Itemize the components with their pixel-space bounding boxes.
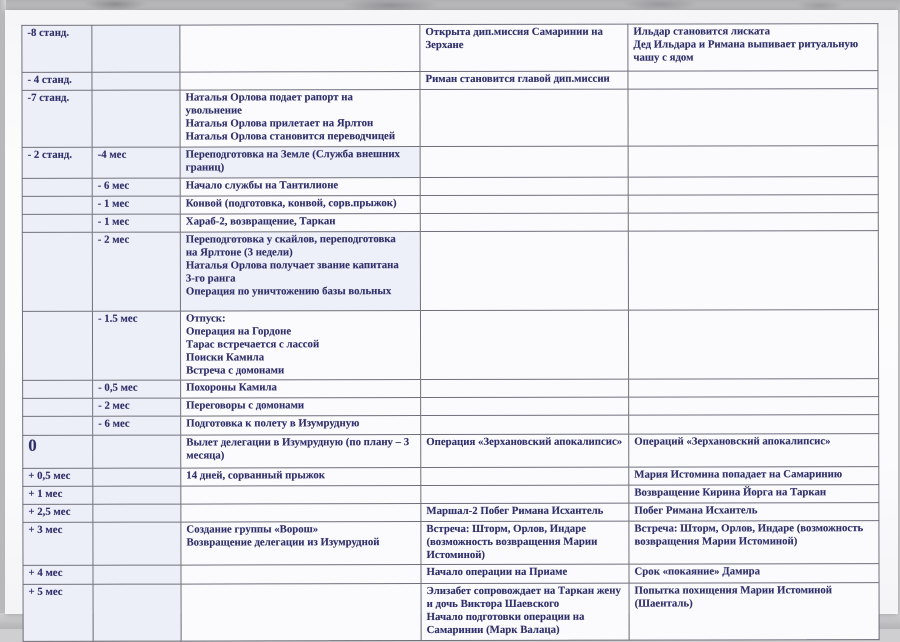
table-cell-c5 <box>628 89 878 147</box>
table-cell-c1: + 4 мес <box>23 565 93 584</box>
table-cell-c4: Встреча: Шторм, Орлов, Индаре (возможность возвращения Марии Истоминой) <box>421 521 629 564</box>
table-cell-c3: Переподготовка у скайлов, переподготовка на Ярлтоне (3 недели) Наталья Орлова получает звание капитана 3-го ранга Операция по уничтожению базы вольных <box>180 232 420 312</box>
table-cell-c4 <box>420 213 628 231</box>
table-row <box>22 177 878 197</box>
table-cell-c1 <box>23 398 93 416</box>
table-row <box>23 397 879 417</box>
table-cell-c5: Ильдар становится лиската Дед Ильдара и Римана выпивает ритуальную чашу с ядом <box>628 24 878 72</box>
table-cell-c5 <box>628 195 878 214</box>
table-row <box>22 89 878 148</box>
table-cell-c5: Побег Римана Исхантель <box>629 503 879 522</box>
table-cell-c1 <box>23 380 93 398</box>
table-cell-c1: -7 станд. <box>22 90 92 147</box>
table-cell-c1: + 1 мес <box>23 486 93 504</box>
scanned-page <box>5 10 898 637</box>
table-cell-c1 <box>22 214 92 232</box>
timeline-table-body <box>22 24 879 642</box>
table-cell-c2 <box>92 72 180 90</box>
table-cell-c4: Элизабет сопровождает на Таркан жену и дочь Виктора Шаевского Начало подготовки операции на Самаринии (Марк Валаца) <box>421 583 629 640</box>
table-cell-c1: -8 станд. <box>22 25 92 72</box>
table-cell-c3: Похороны Камила <box>181 380 421 399</box>
table-cell-c2: - 2 мес <box>93 398 181 416</box>
table-cell-c4 <box>421 467 629 485</box>
table-row <box>22 195 878 215</box>
table-cell-c2 <box>93 486 181 504</box>
table-row <box>23 521 879 566</box>
table-cell-c4 <box>421 415 629 434</box>
table-cell-c2 <box>93 584 181 641</box>
table-cell-c3 <box>181 486 421 505</box>
table-cell-c1: - 2 станд. <box>22 147 92 178</box>
table-cell-c4 <box>420 195 628 213</box>
table-row <box>23 434 879 469</box>
table-cell-c2: - 0,5 мес <box>93 380 181 398</box>
table-cell-c2: - 6 мес <box>93 416 181 435</box>
table-cell-c4: Маршал-2 Побег Римана Исхантель <box>421 503 629 521</box>
table-cell-c1: 0 <box>23 435 93 468</box>
table-cell-c2: -4 мес <box>92 147 180 178</box>
table-cell-c2 <box>93 522 181 565</box>
table-row <box>23 379 879 399</box>
table-cell-c3 <box>181 504 421 523</box>
table-cell-c5 <box>629 397 879 416</box>
table-row <box>22 146 878 179</box>
table-cell-c3: Наталья Орлова подает рапорт на увольнение Наталья Орлова прилетает на Ярлтон Наталья Орлова становится переводчицей <box>180 90 420 148</box>
table-cell-c5 <box>628 213 878 232</box>
table-cell-c5: Встреча: Шторм, Орлов, Индаре (возможность возвращения Марии Истоминой) <box>629 521 879 565</box>
table-cell-c2: - 2 мес <box>92 232 180 311</box>
table-cell-c3: Переподготовка на Земле (Служба внешних границ) <box>180 147 420 179</box>
table-cell-c2: - 1.5 мес <box>92 311 180 380</box>
table-cell-c3 <box>180 25 420 73</box>
table-cell-c1 <box>22 232 92 311</box>
table-cell-c5 <box>629 379 879 398</box>
table-cell-c5: Срок «покаяние» Дамира <box>629 564 879 584</box>
table-cell-c4 <box>420 177 628 195</box>
table-row <box>23 415 879 436</box>
table-row <box>22 71 878 91</box>
table-cell-c5 <box>628 177 878 196</box>
table-row <box>22 231 878 312</box>
table-cell-c4: Открыта дип.миссия Самаринии на Зерхане <box>420 24 628 71</box>
table-cell-c4 <box>421 485 629 503</box>
table-cell-c1 <box>22 196 92 214</box>
table-cell-c2 <box>93 468 181 486</box>
table-cell-c5 <box>628 231 878 311</box>
table-row <box>22 213 878 233</box>
table-cell-c3: 14 дней, сорванный прыжок <box>181 468 421 487</box>
table-cell-c2 <box>93 504 181 522</box>
table-cell-c2 <box>92 25 180 72</box>
table-cell-c1 <box>23 416 93 435</box>
table-cell-c3 <box>180 72 420 91</box>
table-cell-c3: Создание группы «Ворош» Возвращение делегации из Изумрудной <box>181 522 421 566</box>
table-cell-c3: Начало службы на Тантилионе <box>180 178 420 197</box>
table-cell-c3: Переговоры с домонами <box>181 398 421 417</box>
table-row <box>23 467 879 487</box>
table-cell-c3: Подготовка к полету в Изумрудную <box>181 416 421 436</box>
timeline-table <box>21 23 879 642</box>
table-cell-c5 <box>628 71 878 90</box>
table-cell-c3: Вылет делегации в Изумрудную (по плану – 3 месяца) <box>181 435 421 469</box>
table-cell-c5: Мария Истомина попадает на Самаринию <box>629 467 879 486</box>
table-cell-c2: - 6 мес <box>92 178 180 196</box>
table-cell-c2: - 1 мес <box>92 214 180 232</box>
table-cell-c5 <box>628 310 878 380</box>
table-row <box>23 583 879 642</box>
table-cell-c4: Начало операции на Приаме <box>421 564 629 583</box>
table-cell-c2 <box>92 90 180 147</box>
table-cell-c3 <box>181 584 421 642</box>
table-cell-c4 <box>420 310 628 379</box>
table-row <box>23 485 879 505</box>
table-cell-c1: + 0,5 мес <box>23 468 93 486</box>
table-cell-c5: Попытка похищения Марии Истоминой (Шаенталь) <box>629 583 879 641</box>
table-cell-c4 <box>420 89 628 146</box>
table-cell-c5 <box>628 146 878 178</box>
table-cell-c1 <box>22 311 92 380</box>
table-cell-c4 <box>420 146 628 177</box>
table-cell-c1: - 4 станд. <box>22 72 92 90</box>
table-cell-c1: + 2,5 мес <box>23 504 93 522</box>
table-cell-c4: Риман становится главой дип.миссии <box>420 71 628 89</box>
table-row <box>22 310 878 381</box>
table-cell-c4: Операция «Зерхановский апокалипсис» <box>421 434 629 467</box>
table-cell-c3: Хараб-2, возвращение, Таркан <box>180 214 420 233</box>
table-cell-c1: + 3 мес <box>23 522 93 565</box>
table-cell-c3: Отпуск: Операция на Гордоне Тарас встречается с лассой Поиски Камила Встреча с домонами <box>180 311 420 381</box>
table-cell-c5: Операций «Зерхановский апокалипсис» <box>629 434 879 468</box>
table-cell-c5 <box>629 415 879 435</box>
table-row <box>23 564 879 585</box>
table-cell-c1: + 5 мес <box>23 584 93 641</box>
table-cell-c3 <box>181 565 421 585</box>
table-cell-c3: Конвой (подготовка, конвой, сорв.прыжок) <box>180 196 420 215</box>
table-cell-c4 <box>420 231 628 310</box>
table-cell-c1 <box>22 178 92 196</box>
table-cell-c2 <box>93 565 181 584</box>
table-row <box>22 24 878 73</box>
table-cell-c4 <box>421 379 629 397</box>
table-cell-c4 <box>421 397 629 415</box>
table-cell-c2: - 1 мес <box>92 196 180 214</box>
table-cell-c5: Возвращение Кирина Йорга на Таркан <box>629 485 879 504</box>
table-cell-c2 <box>93 435 181 468</box>
table-row <box>23 503 879 523</box>
